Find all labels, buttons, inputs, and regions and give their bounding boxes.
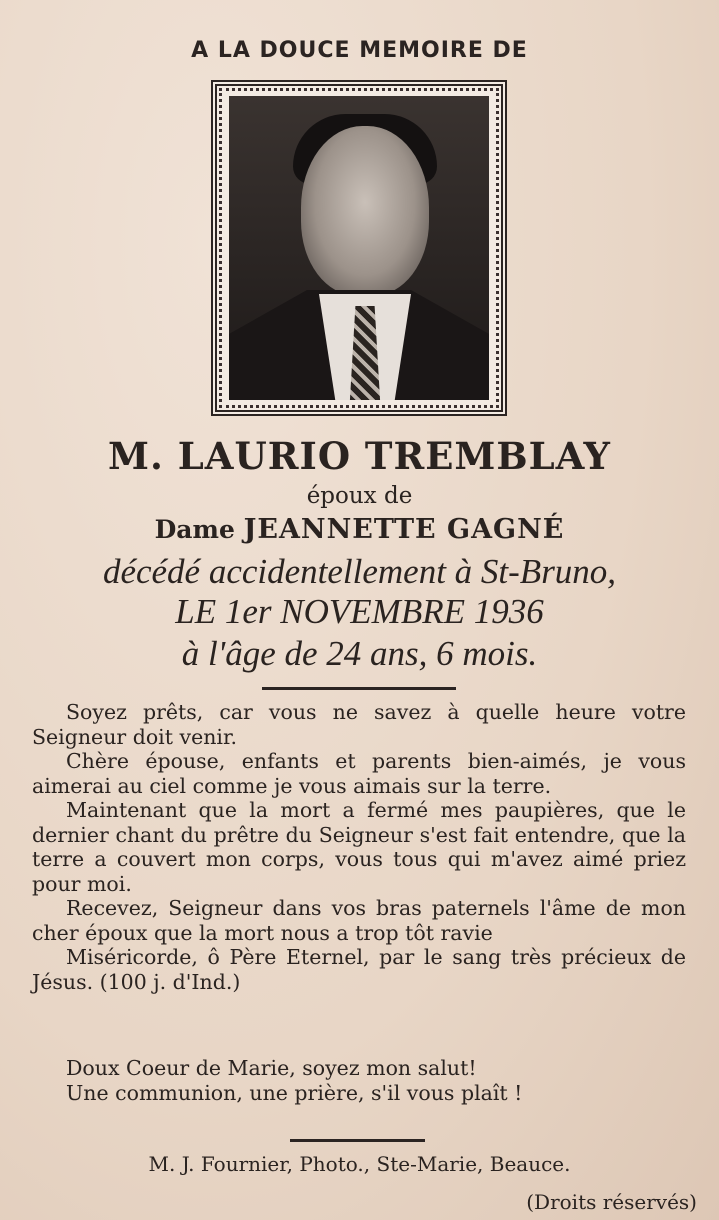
death-line-1: décédé accidentellement à St-Bruno, [102,552,617,591]
card-header: A LA DOUCE MEMOIRE DE [191,38,528,63]
prayer-paragraph: Maintenant que la mort a fermé mes paupières, que le dernier chant du prêtre du Seigneur s'est fait entendre, que la terre a couvert mon corps, vous tous qui m'avez aimé priez pour moi. [32,798,686,896]
spouse-intro: époux de [306,483,413,509]
closing-line: Une communion, une prière, s'il vous plaît ! [66,1080,523,1105]
prayer-paragraph: Recevez, Seigneur dans vos bras paternels l'âme de mon cher époux que la mort nous a trop tôt ravie [32,896,686,945]
prayer-paragraph: Soyez prêts, car vous ne savez à quelle heure votre Seigneur doit venir. [32,700,686,749]
prayer-paragraph: Miséricorde, ô Père Eternel, par le sang très précieux de Jésus. (100 j. d'Ind.) [32,945,686,994]
spouse-line [0,514,719,545]
deceased-name: M. LAURIO TREMBLAY [108,434,611,478]
prayer-text [32,700,686,994]
spouse-name: JEANNETTE GAGNÉ [243,514,565,545]
closing-line: Doux Coeur de Marie, soyez mon salut! [66,1056,477,1080]
death-line-3: à l'âge de 24 ans, 6 mois. [181,634,538,673]
divider [262,687,456,690]
rights-notice: (Droits réservés) [526,1190,697,1214]
portrait-frame [211,80,507,416]
photographer-credit: M. J. Fournier, Photo., Ste-Marie, Beauce. [148,1152,571,1176]
divider [290,1139,425,1142]
closing-lines [66,1056,696,1105]
prayer-paragraph: Chère épouse, enfants et parents bien-aimés, je vous aimerai au ciel comme je vous aimais sur la terre. [32,749,686,798]
spouse-prefix: Dame [154,515,235,544]
portrait-photo [229,96,489,400]
death-line-2: LE 1er NOVEMBRE 1936 [175,592,544,631]
